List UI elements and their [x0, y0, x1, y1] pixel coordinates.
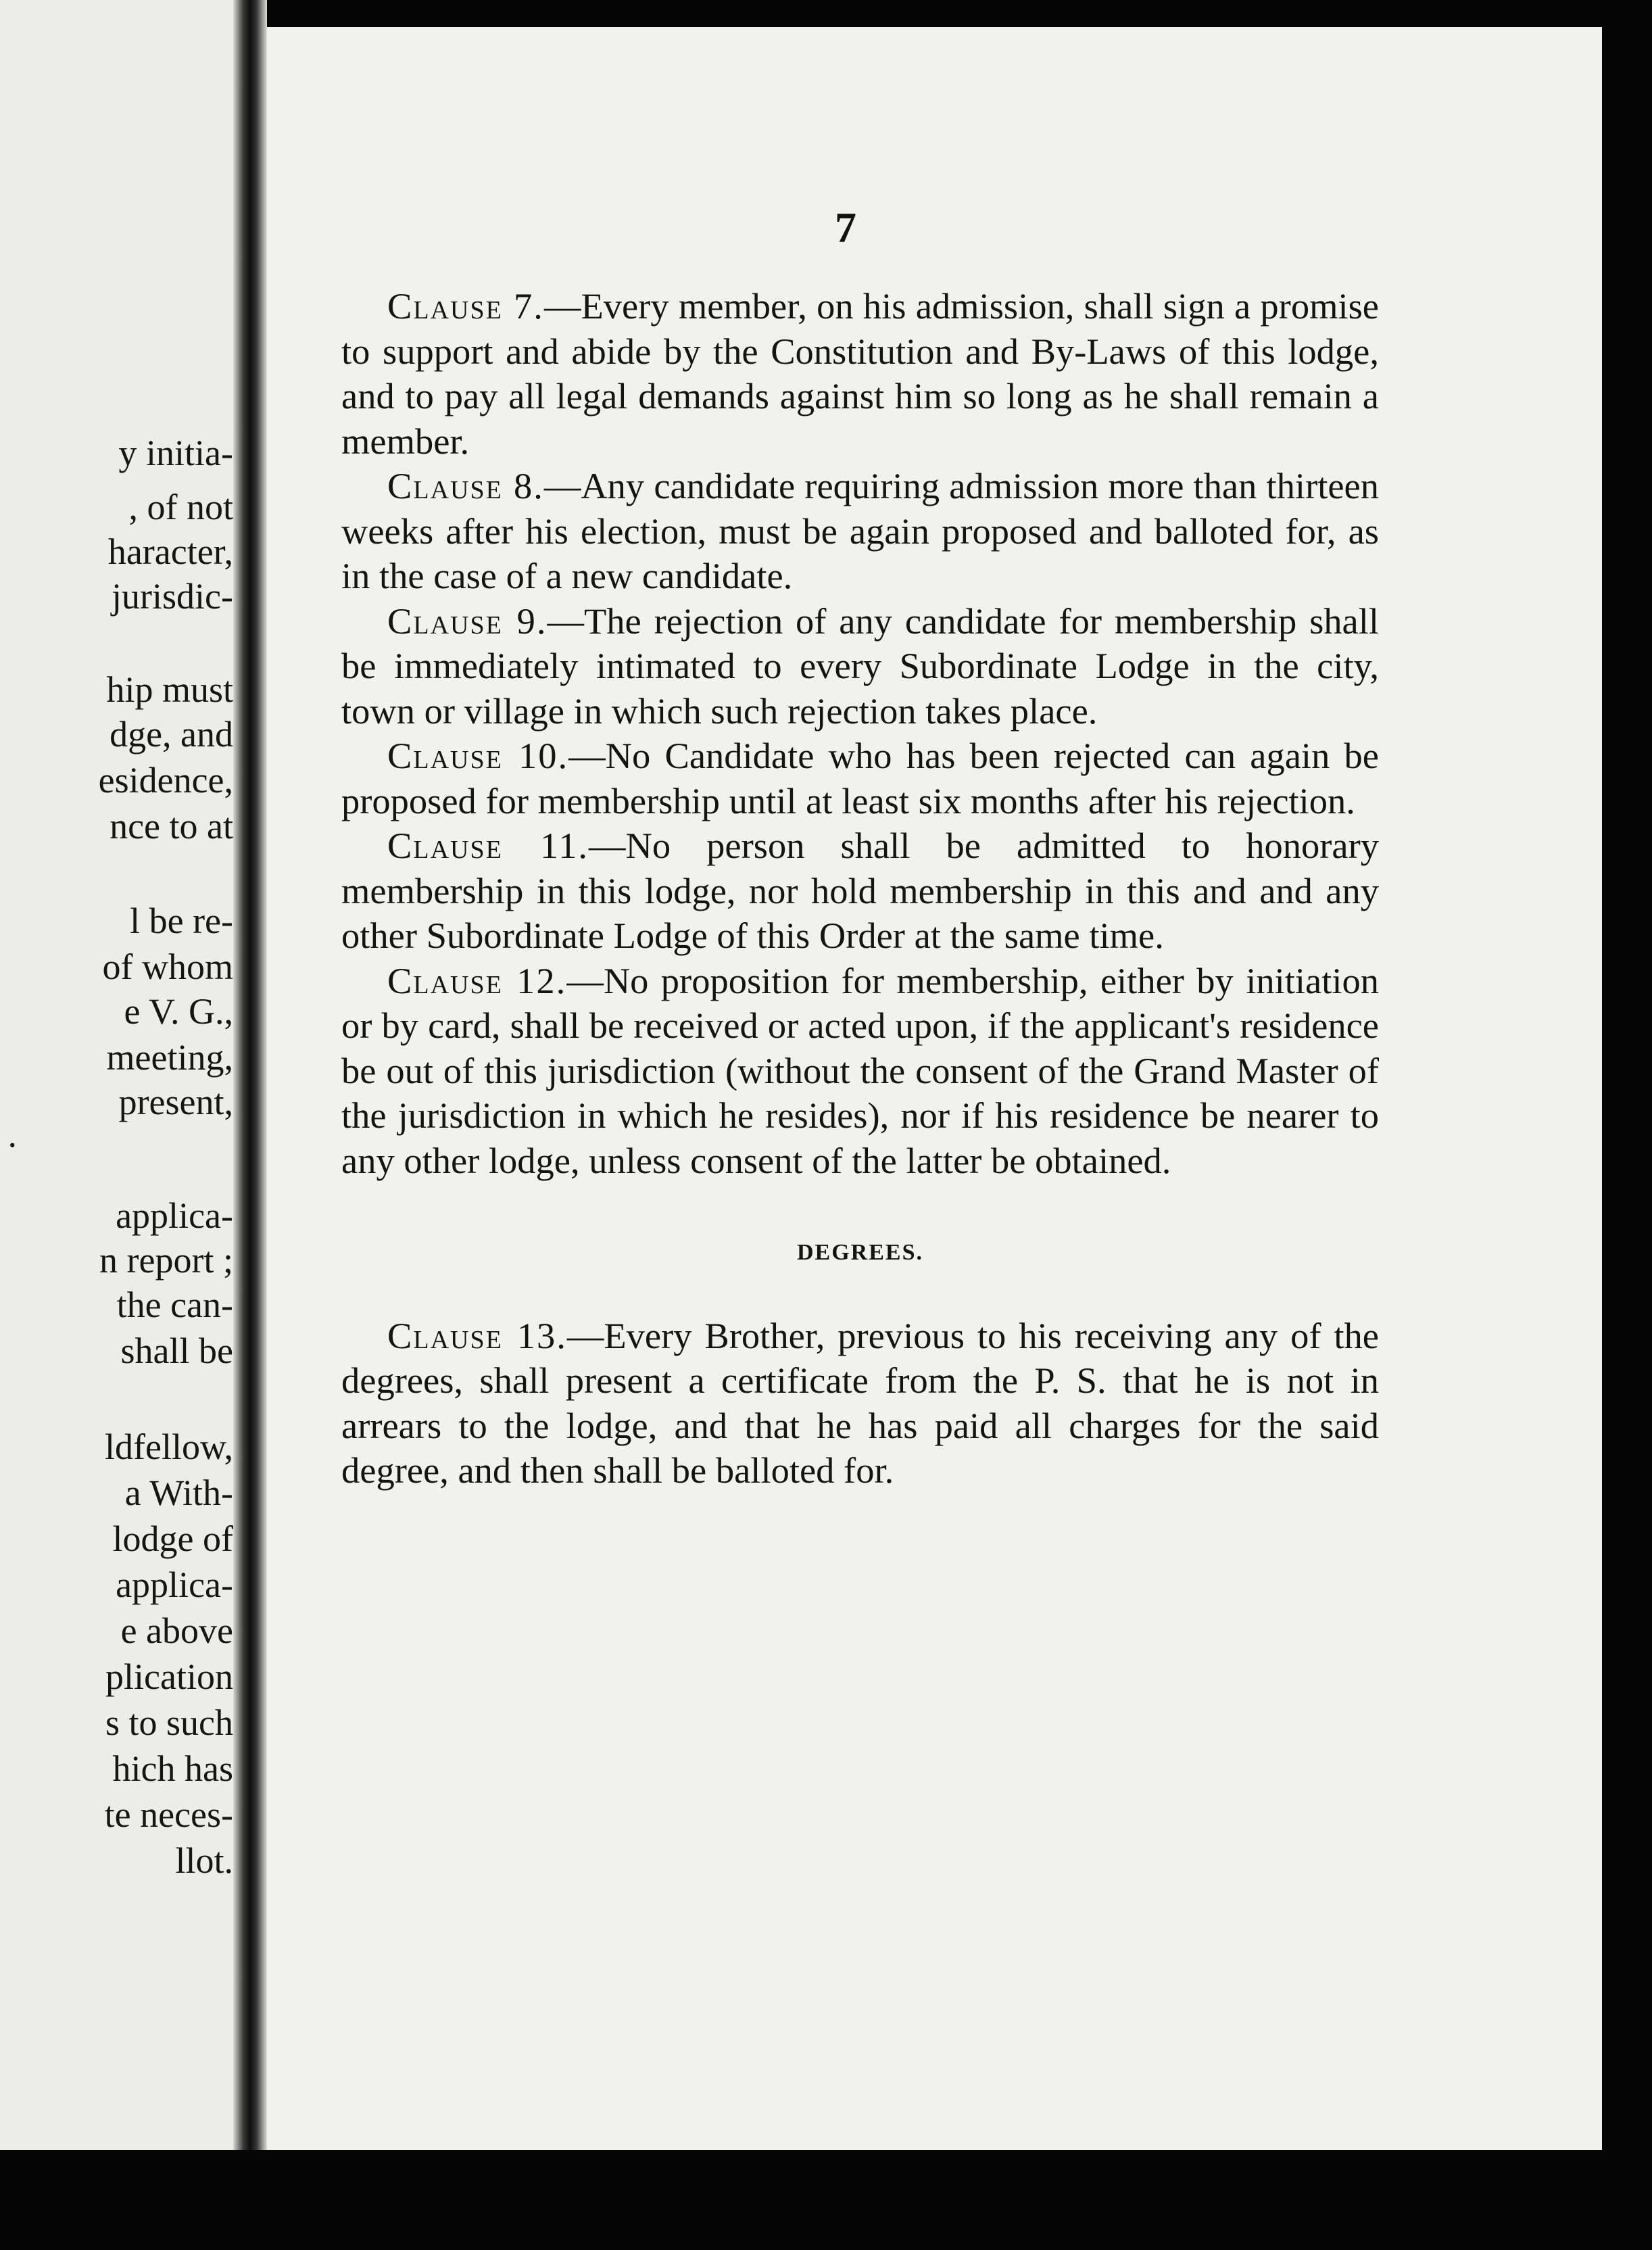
left-line: jurisdic- [112, 576, 233, 617]
left-line: of whom [102, 947, 233, 987]
clause-label: Clause 7. [387, 285, 544, 327]
left-line: e above [120, 1610, 233, 1651]
clause-7 [341, 284, 1379, 464]
left-line: applica- [116, 1195, 233, 1236]
left-line: esidence, [98, 760, 233, 800]
left-line: n report ; [99, 1240, 233, 1280]
clause-text: —Every Brother, previous to his receiving any of the degrees, shall present a certificate from the P. S. that he is not in arrears to the lodge, and that he has paid all charges for the said degree, and then shall be balloted for. [341, 1314, 1379, 1491]
clause-label: Clause 8. [387, 465, 544, 506]
clause-9 [341, 599, 1379, 734]
page-number: 7 [835, 204, 856, 252]
left-line: plication [105, 1656, 233, 1697]
left-line: e V. G., [124, 991, 233, 1032]
left-page-fragment [0, 0, 233, 2150]
left-line: nce to at [110, 806, 233, 846]
left-line: . [7, 1114, 17, 1155]
left-line: y initia- [118, 433, 233, 473]
left-line: ldfellow, [105, 1427, 233, 1467]
clause-13 [341, 1314, 1379, 1493]
section-heading: DEGREES. [797, 1240, 923, 1265]
left-line: present, [118, 1082, 233, 1122]
left-line: the can- [116, 1285, 233, 1325]
clause-label: Clause 12. [387, 959, 567, 1001]
left-line: s to such [105, 1702, 233, 1743]
left-line: haracter, [107, 531, 233, 572]
left-line: lodge of [112, 1518, 233, 1559]
clause-label: Clause 9. [387, 600, 548, 642]
left-line: llot. [175, 1840, 233, 1881]
clause-12 [341, 959, 1379, 1184]
left-line: hip must [106, 669, 233, 710]
clause-text: —No person shall be admitted to honorary membership in this lodge, nor hold membership in this and and any other Subordinate Lodge of this Order at the same time. [341, 825, 1379, 956]
clause-text: —No proposition for membership, either by initiation or by card, shall be received or acted upon, if the applicant's residence be out of this jurisdiction (without the consent of the Grand Master of the jurisdiction in which he resides), nor if his residence be nearer to any other lodge, unless consent of the latter be obtained. [341, 959, 1379, 1181]
page-body [341, 284, 1379, 1493]
clause-11 [341, 823, 1379, 959]
book-gutter [233, 0, 267, 2150]
left-line: meeting, [106, 1037, 233, 1078]
clause-8 [341, 464, 1379, 599]
clause-text: —Every member, on his admission, shall sign a promise to support and abide by the Constitution and By-Laws of this lodge, and to pay all legal demands against him so long as he shall remain a member. [341, 285, 1379, 462]
left-line: shall be [120, 1331, 233, 1371]
left-line: applica- [116, 1564, 233, 1605]
left-line: a With- [124, 1473, 233, 1513]
left-line: dge, and [110, 714, 233, 755]
clause-label: Clause 11. [387, 825, 589, 866]
clause-label: Clause 13. [387, 1314, 567, 1356]
clause-text: —Any candidate requiring admission more than thirteen weeks after his election, must be again proposed and balloted for, as in the case of a new candidate. [341, 465, 1379, 596]
clause-label: Clause 10. [387, 735, 569, 776]
left-line: hich has [112, 1748, 233, 1789]
clause-text: —No Candidate who has been rejected can again be proposed for membership until at least six months after his rejection. [341, 735, 1379, 821]
clause-text: —The rejection of any candidate for membership shall be immediately intimated to every Subordinate Lodge in the city, town or village in which such rejection takes place. [341, 600, 1380, 732]
left-line: , of not [128, 487, 233, 527]
clause-10 [341, 734, 1379, 823]
left-line: te neces- [104, 1794, 233, 1835]
left-line: l be re- [130, 901, 233, 941]
